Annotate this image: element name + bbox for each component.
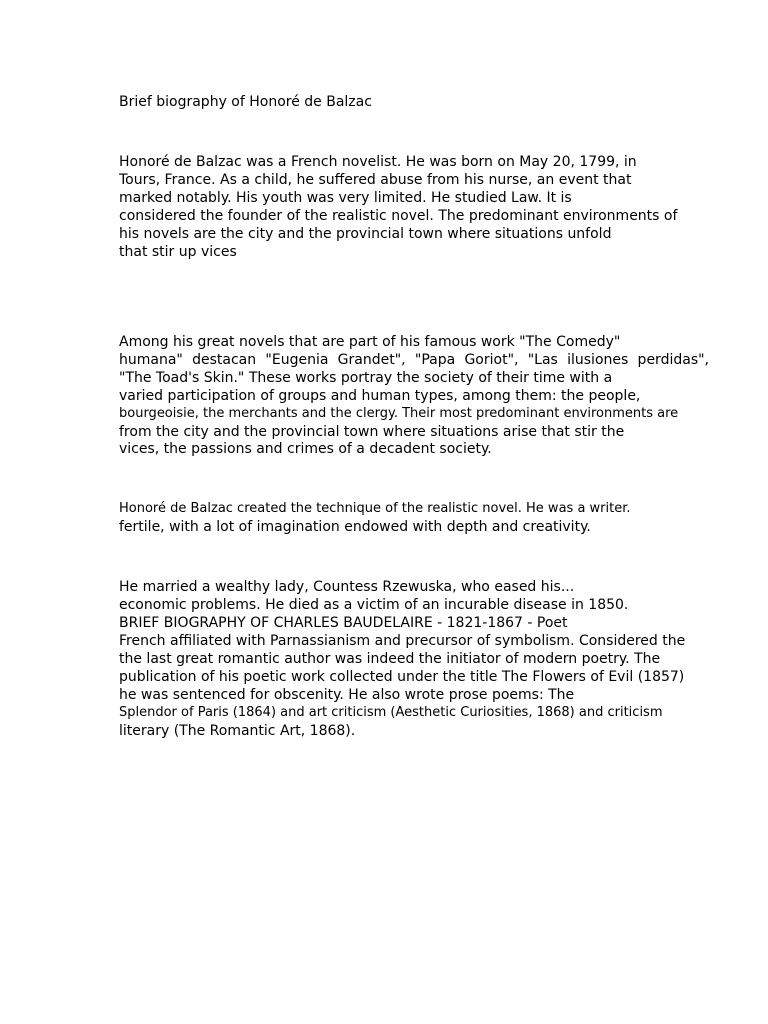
paragraph-1-line-3: marked notably. His youth was very limited. He studied Law. It is (119, 190, 572, 206)
paragraph-1-line-5: his novels are the city and the provincial town where situations unfold (119, 226, 612, 242)
paragraph-2-line-1: Among his great novels that are part of his famous work "The Comedy" (119, 334, 621, 350)
paragraph-2-line-3: "The Toad's Skin." These works portray the society of their time with a (119, 370, 613, 386)
paragraph-2-line-7: vices, the passions and crimes of a decadent society. (119, 441, 492, 457)
paragraph-3-line-1: Honoré de Balzac created the technique of the realistic novel. He was a writer. (119, 501, 631, 516)
paragraph-3-line-2: fertile, with a lot of imagination endowed with depth and creativity. (119, 519, 591, 535)
paragraph-4-line-9: literary (The Romantic Art, 1868). (119, 723, 356, 739)
paragraph-4-line-1: He married a wealthy lady, Countess Rzewuska, who eased his... (119, 579, 575, 595)
paragraph-4-line-6: publication of his poetic work collected under the title The Flowers of Evil (1857) (119, 669, 685, 685)
paragraph-4-line-3: BRIEF BIOGRAPHY OF CHARLES BAUDELAIRE - 1821-1867 - Poet (119, 615, 568, 631)
paragraph-1-line-4: considered the founder of the realistic novel. The predominant environments of (119, 208, 678, 224)
paragraph-4-line-2: economic problems. He died as a victim of an incurable disease in 1850. (119, 597, 629, 613)
document-title: Brief biography of Honoré de Balzac (119, 94, 372, 110)
paragraph-1-line-6: that stir up vices (119, 244, 237, 260)
paragraph-2-line-5: bourgeoisie, the merchants and the clergy. Their most predominant environments are (119, 406, 679, 421)
paragraph-4-line-5: the last great romantic author was indeed the initiator of modern poetry. The (119, 651, 661, 667)
paragraph-2-line-4: varied participation of groups and human types, among them: the people, (119, 388, 641, 404)
paragraph-4-line-7: he was sentenced for obscenity. He also wrote prose poems: The (119, 687, 575, 703)
paragraph-4-line-4: French affiliated with Parnassianism and precursor of symbolism. Considered the (119, 633, 686, 649)
paragraph-2-line-6: from the city and the provincial town where situations arise that stir the (119, 424, 625, 440)
paragraph-4-line-8: Splendor of Paris (1864) and art criticism (Aesthetic Curiosities, 1868) and criticism (119, 705, 663, 720)
paragraph-1-line-2: Tours, France. As a child, he suffered abuse from his nurse, an event that (119, 172, 632, 188)
paragraph-2-line-2: humana" destacan "Eugenia Grandet", "Papa Goriot", "Las ilusiones perdidas", (119, 352, 709, 368)
paragraph-1-line-1: Honoré de Balzac was a French novelist. He was born on May 20, 1799, in (119, 154, 637, 170)
